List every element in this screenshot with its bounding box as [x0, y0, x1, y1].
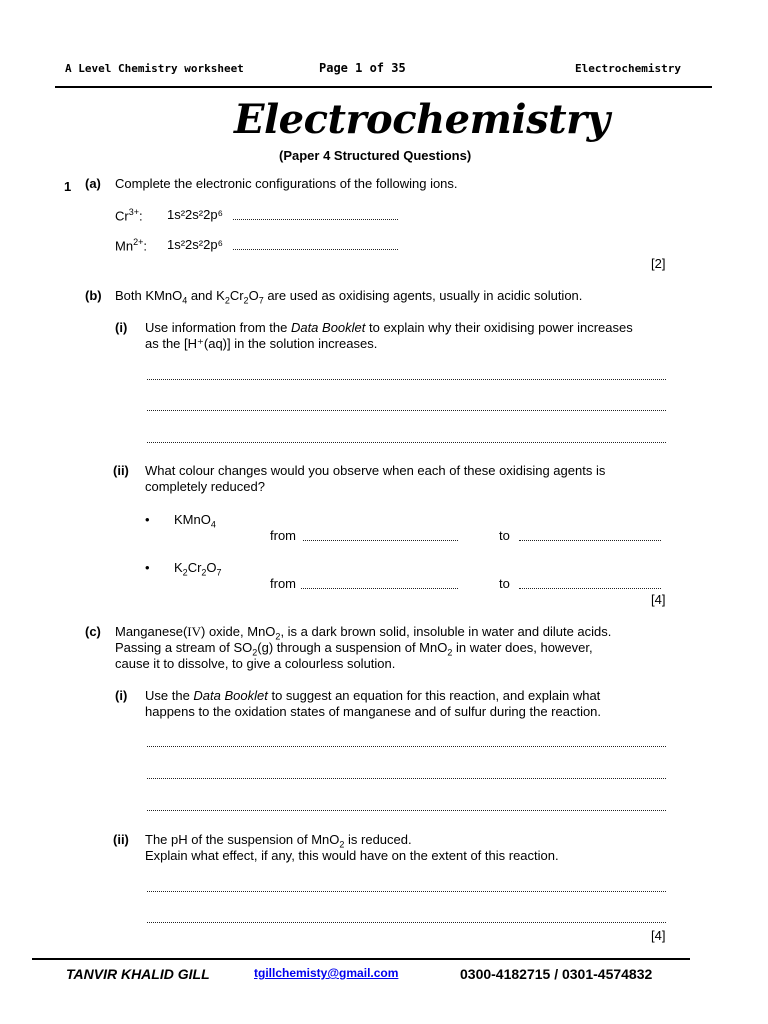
- answer-line[interactable]: [147, 778, 666, 779]
- header-rule: [55, 86, 712, 88]
- mn-config: 1s²2s²2p⁶: [167, 237, 223, 252]
- part-b-ii-line1: What colour changes would you observe when each of these oxidising agents is: [145, 463, 606, 478]
- kmno4-from: from: [270, 528, 296, 543]
- header-right: Electrochemistry: [575, 62, 681, 75]
- footer-rule: [32, 958, 690, 960]
- part-c-i-line1: Use the Data Booklet to suggest an equation for this reaction, and explain what: [145, 688, 601, 703]
- page-title: Electrochemistry: [234, 96, 610, 143]
- part-a-label: (a): [85, 176, 101, 191]
- k2cr2o7-to-line[interactable]: [519, 588, 661, 589]
- footer-email-link[interactable]: tgillchemisty@gmail.com: [254, 966, 399, 980]
- part-b-ii-label: (ii): [113, 463, 129, 478]
- part-b-text: Both KMnO$_4$ and $K_2Cr_2O_7$ are used as oxidising agents, usually in acidic solution.: [115, 288, 583, 306]
- answer-line[interactable]: [147, 379, 666, 380]
- answer-line[interactable]: [147, 810, 666, 811]
- mn-answer-line[interactable]: [233, 249, 398, 250]
- answer-line[interactable]: [147, 922, 666, 923]
- kmno4-to: to: [499, 528, 510, 543]
- k2cr2o7-label: $K_2Cr_2O_7$: [174, 560, 222, 578]
- footer-name: TANVIR KHALID GILL: [66, 966, 210, 982]
- answer-line[interactable]: [147, 410, 666, 411]
- part-b-mark: [4]: [651, 592, 666, 607]
- part-c-ii-label: (ii): [113, 832, 129, 847]
- kmno4-to-line[interactable]: [519, 540, 661, 541]
- bullet: •: [145, 512, 150, 527]
- header-page-number: Page 1 of 35: [319, 61, 406, 75]
- cr-answer-line[interactable]: [233, 219, 398, 220]
- part-b-label: (b): [85, 288, 102, 303]
- part-c-line1: Manganese(IV) oxide, MnO$_2$, is a dark brown solid, insoluble in water and dilute acids.: [115, 624, 612, 642]
- part-c-ii-line1: The pH of the suspension of MnO$_2$ is reduced.: [145, 832, 412, 850]
- part-a-mark: [2]: [651, 256, 666, 271]
- part-c-line2: Passing a stream of $SO_2(g)$ through a suspension of MnO$_2$ in water does, however,: [115, 640, 593, 658]
- part-c-ii-line2: Explain what effect, if any, this would have on the extent of this reaction.: [145, 848, 559, 863]
- cr-config: 1s²2s²2p⁶: [167, 207, 223, 222]
- answer-line[interactable]: [147, 442, 666, 443]
- k2cr2o7-from-line[interactable]: [301, 588, 458, 589]
- page-subtitle: (Paper 4 Structured Questions): [279, 148, 472, 163]
- cr-ion: $Cr^{3+}$:: [115, 207, 143, 224]
- part-b-i-label: (i): [115, 320, 128, 335]
- header-left: A Level Chemistry worksheet: [65, 62, 244, 75]
- part-b-i-line1: Use information from the Data Booklet to explain why their oxidising power increases: [145, 320, 633, 335]
- answer-line[interactable]: [147, 891, 666, 892]
- part-c-i-label: (i): [115, 688, 128, 703]
- kmno4-from-line[interactable]: [303, 540, 458, 541]
- k2cr2o7-from: from: [270, 576, 296, 591]
- k2cr2o7-to: to: [499, 576, 510, 591]
- kmno4-label: KMnO$_4$: [174, 512, 216, 530]
- part-a-text: Complete the electronic configurations of the following ions.: [115, 176, 458, 191]
- bullet: •: [145, 560, 150, 575]
- question-number: 1: [64, 179, 72, 194]
- part-c-label: (c): [85, 624, 101, 639]
- mn-ion: $Mn^{2+}$:: [115, 237, 147, 254]
- footer-phones: 0300-4182715 / 0301-4574832: [460, 966, 653, 982]
- part-b-i-line2: as the [H⁺(aq)] in the solution increases.: [145, 336, 378, 351]
- part-c-i-line2: happens to the oxidation states of manganese and of sulfur during the reaction.: [145, 704, 602, 719]
- part-b-ii-line2: completely reduced?: [145, 479, 265, 494]
- part-c-mark: [4]: [651, 928, 666, 943]
- answer-line[interactable]: [147, 746, 666, 747]
- part-c-line3: cause it to dissolve, to give a colourless solution.: [115, 656, 396, 671]
